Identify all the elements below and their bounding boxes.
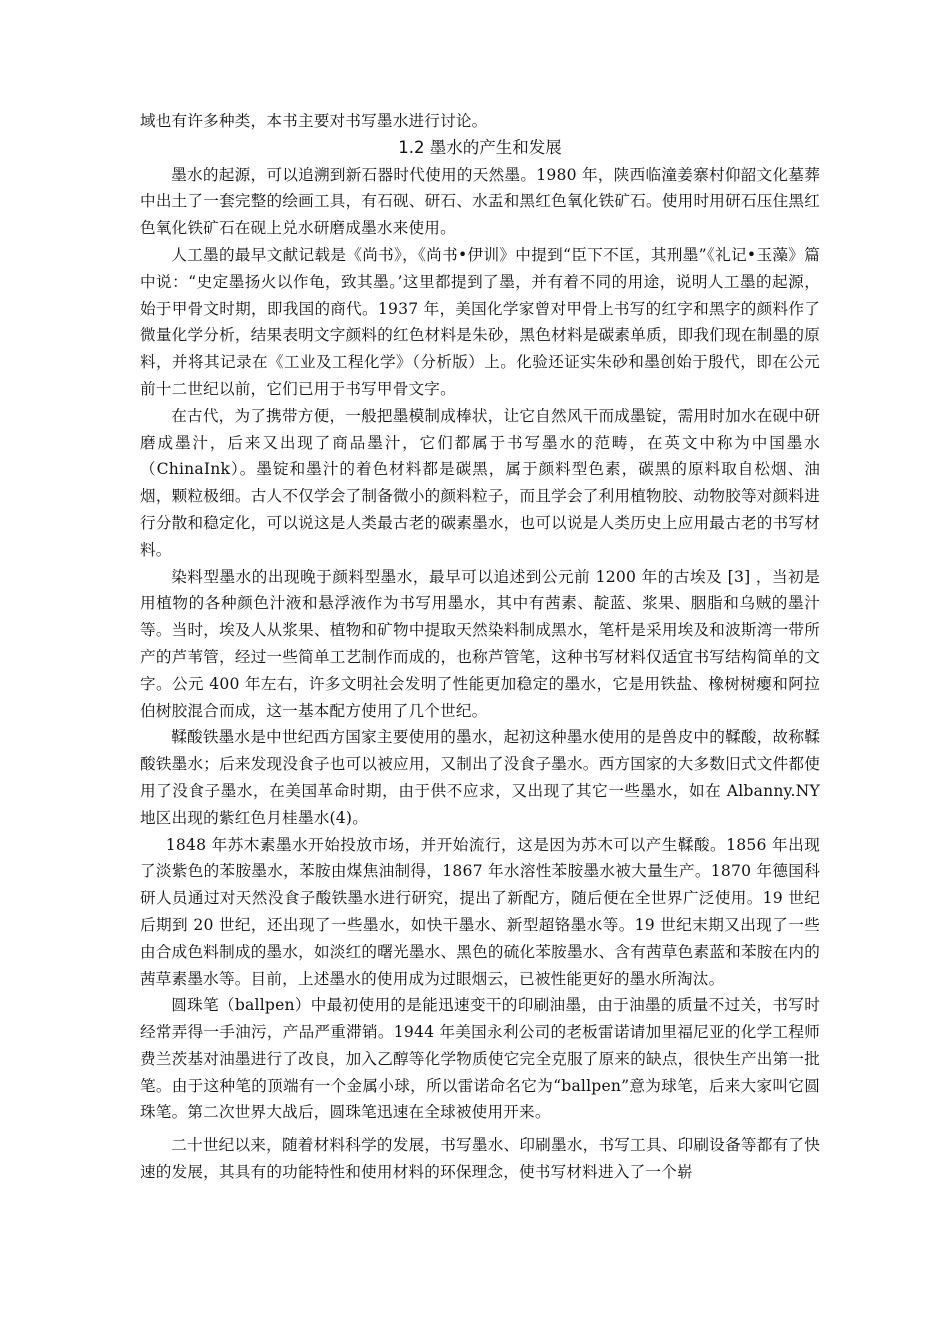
paragraph-dye-ink: 染料型墨水的出现晚于颜料型墨水，最早可以追述到公元前 1200 年的古埃及 [3] ，当初是用植物的各种颜色汁液和悬浮液作为书写用墨水，其中有茜素、靛蓝、浆果、胭脂和乌贼的墨汁等。当时，埃及人从浆果、植物和矿物中提取天然染料制成黑水，笔杆是采用埃及和波斯湾一带所产的芦苇管，经过一些简单工艺制作而成的，也称芦管笔，这种书写材料仅适宜书写结构简单的文字。公元 400 年左右，许多文明社会发明了性能更加稳定的墨水，它是用铁盐、橡树树瘿和阿拉伯树胶混合而成，这一基本配方使用了几个世纪。 <box>140 567 820 720</box>
paragraph-iron-gall-ink: 鞣酸铁墨水是中世纪西方国家主要使用的墨水，起初这种墨水使用的是兽皮中的鞣酸，故称鞣酸铁墨水；后来发现没食子也可以被应用，又制出了没食子墨水。西方国家的大多数旧式文件都使用了没食子墨水，在美国革命时期，由于供不应求，又出现了其它一些墨水，如在 Albanny.NY 地区出现的紫红色月桂墨水(4)。 <box>140 728 820 827</box>
paragraph-origin: 墨水的起源，可以追溯到新石器时代使用的天然墨。1980 年，陕西临潼姜寨村仰韶文化墓葬中出土了一套完整的绘画工具，有石砚、研石、水盂和黑红色氧化铁矿石。使用时用研石压住黑红色氧化铁矿石在砚上兑水研磨成墨水来使用。 <box>140 165 820 238</box>
paragraph-artificial-ink: 人工墨的最早文献记载是《尚书》，《尚书•伊训》中提到“臣下不匡，其刑墨”《礼记•玉藻》篇中说：“史定墨扬火以作龟，致其墨。’这里都提到了墨，并有着不同的用途，说明人工墨的起源，始于甲骨文时期，即我国的商代。1937 年，美国化学家曾对甲骨上书写的红字和黑字的颜料作了微量化学分析，结果表明文字颜料的红色材料是朱砂，黑色材料是碳素单质，即我们现在制墨的原料，并将其记录在《工业及工程化学》（分析版）上。化验还证实朱砂和墨创始于殷代，即在公元前十二世纪以前，它们已用于书写甲骨文字。 <box>140 245 820 398</box>
document-page <box>140 108 820 1186</box>
paragraph-continuation: 域也有许多种类，本书主要对书写墨水进行讨论。 <box>140 112 488 130</box>
paragraph-ink-stick: 在古代，为了携带方便，一般把墨模制成棒状，让它自然风干而成墨锭，需用时加水在砚中研磨成墨汁，后来又出现了商品墨汁，它们都属于书写墨水的范畴，在英文中称为中国墨水（ChinaInk）。墨锭和墨汁的着色材料都是碳黑，属于颜料型色素，碳黑的原料取自松烟、油烟，颗粒极细。古人不仅学会了制备微小的颜料粒子，而且学会了利用植物胶、动物胶等对颜料进行分散和稳定化，可以说这是人类最古老的碳素墨水，也可以说是人类历史上应用最古老的书写材料。 <box>140 406 820 559</box>
paragraph-20th-century: 二十世纪以来，随着材料科学的发展，书写墨水、印刷墨水，书写工具、印刷设备等都有了快速的发展，其具有的功能特性和使用材料的环保理念，使书写材料进入了一个崭 <box>140 1136 820 1182</box>
section-heading: 1.2 墨水的产生和发展 <box>398 137 562 157</box>
paragraph-ballpen: 圆珠笔（ballpen）中最初使用的是能迅速变干的印刷油墨，由于油墨的质量不过关，书写时经常弄得一手油污，产品严重滞销。1944 年美国永利公司的老板雷诺请加里福尼亚的化学工程师费兰茨基对油墨进行了改良，加入乙醇等化学物质使它完全克服了原来的缺点，很快生产出第一批笔。由于这种笔的顶端有一个金属小球，所以雷诺命名它为“ballpen”意为球笔，后来大家叫它圆珠笔。第二次世界大战后，圆珠笔迅速在全球被使用开来。 <box>140 996 820 1122</box>
paragraph-19th-century: 1848 年苏木素墨水开始投放市场，并开始流行，这是因为苏木可以产生鞣酸。1856 年出现了淡紫色的苯胺墨水，苯胺由煤焦油制得，1867 年水溶性苯胺墨水被大量生产。1870 年德国科研人员通过对天然没食子酸铁墨水进行研究，提出了新配方，随后便在全世界广泛使用。19 世纪后期到 20 世纪，还出现了一些墨水，如快干墨水、新型超铬墨水等。19 世纪末期又出现了一些由合成色料制成的墨水，如淡红的曙光墨水、黑色的硫化苯胺墨水、含有茜草色素蓝和苯胺在内的茜草素墨水等。目前，上述墨水的使用成为过眼烟云，已被性能更好的墨水所淘汰。 <box>140 835 820 988</box>
